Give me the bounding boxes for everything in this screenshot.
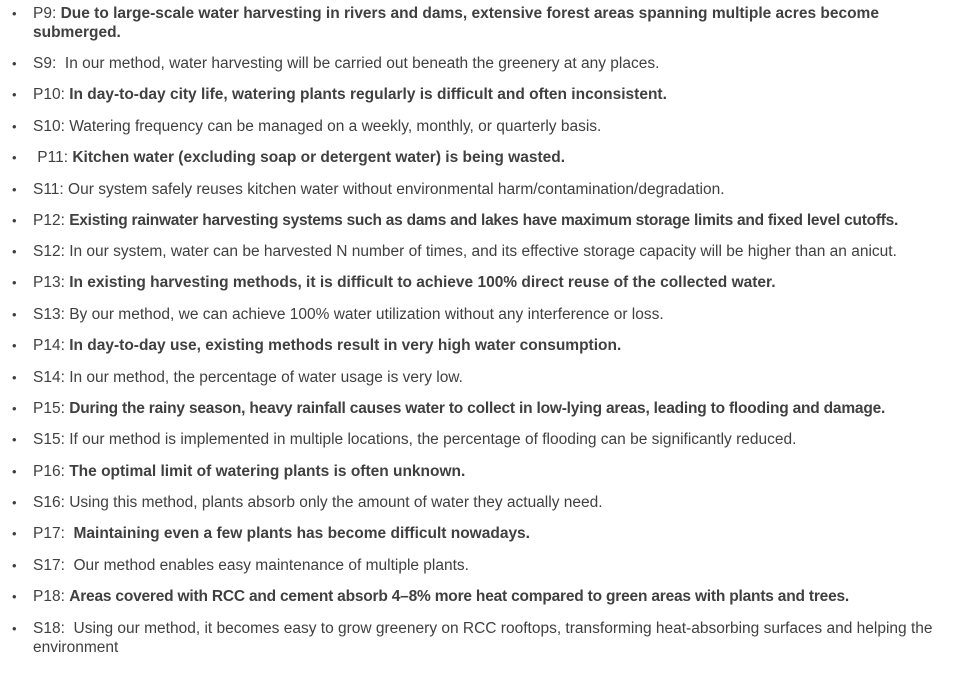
list-item-s16 <box>0 493 979 512</box>
item-text: In existing harvesting methods, it is difficult to achieve 100% direct reuse of the collected water. <box>69 274 776 292</box>
list-item-s13 <box>0 305 979 324</box>
list-item-p18 <box>0 587 979 606</box>
item-text: Kitchen water (excluding soap or detergent water) is being wasted. <box>72 149 566 167</box>
item-text: In day-to-day city life, watering plants regularly is difficult and often inconsistent. <box>69 86 667 104</box>
item-label: P11: <box>33 149 73 167</box>
item-text: Watering frequency can be managed on a weekly, monthly, or quarterly basis. <box>69 117 602 135</box>
list-item-p11 <box>0 148 979 167</box>
list-item-p17 <box>0 524 979 543</box>
bullet-icon: • <box>12 495 17 511</box>
list-item-s9 <box>0 54 979 73</box>
list-item-s17 <box>0 556 979 575</box>
item-text: Areas covered with RCC and cement absorb 4–8% more heat compared to green areas with plants and trees. <box>69 588 850 606</box>
bullet-icon: • <box>12 620 17 636</box>
list-item-p13 <box>0 273 979 292</box>
item-text: By our method, we can achieve 100% water utilization without any interference or loss. <box>69 305 664 323</box>
bullet-icon: • <box>12 87 17 103</box>
item-text: In day-to-day use, existing methods result in very high water consumption. <box>69 337 622 355</box>
item-label: S15: <box>33 431 70 449</box>
bullet-icon: • <box>12 306 17 322</box>
item-text: Maintaining even a few plants has become difficult nowadays. <box>73 525 530 543</box>
item-text: The optimal limit of watering plants is often unknown. <box>69 462 466 480</box>
bullet-icon: • <box>12 212 17 228</box>
list-item-p14 <box>0 336 979 355</box>
item-label: P17: <box>33 525 74 543</box>
bullet-icon: • <box>12 275 17 291</box>
item-label: S10: <box>33 117 70 135</box>
list-item-s10 <box>0 117 979 136</box>
item-text: If our method is implemented in multiple locations, the percentage of flooding can be significantly reduced. <box>69 431 797 449</box>
item-label: P15: <box>33 399 70 417</box>
bullet-icon: • <box>12 557 17 573</box>
item-text: In our system, water can be harvested N number of times, and its effective storage capacity will be higher than an anicut. <box>69 243 897 261</box>
item-label: S11: <box>33 180 69 198</box>
item-label: P10: <box>33 86 70 104</box>
bullet-icon: • <box>12 432 17 448</box>
list-item-p9 <box>0 4 979 42</box>
item-label: P16: <box>33 462 70 480</box>
item-text: In our method, the percentage of water usage is very low. <box>69 368 463 386</box>
list-item-s15 <box>0 430 979 449</box>
item-label: P9: <box>33 5 61 22</box>
item-label: P14: <box>33 337 70 355</box>
item-label: S18: <box>33 619 74 637</box>
bullet-icon: • <box>12 150 17 166</box>
item-text: Our system safely reuses kitchen water without environmental harm/contamination/degradation. <box>68 180 725 198</box>
item-text: Using this method, plants absorb only the amount of water they actually need. <box>69 494 603 512</box>
item-text: Existing rainwater harvesting systems such as dams and lakes have maximum storage limits and fixed level cutoffs. <box>69 211 899 229</box>
problem-solution-list <box>0 4 979 669</box>
item-text: During the rainy season, heavy rainfall causes water to collect in low-lying areas, leading to flooding and damage. <box>69 399 886 417</box>
bullet-icon: • <box>12 526 17 542</box>
list-item-s14 <box>0 368 979 387</box>
item-label: P18: <box>33 588 70 606</box>
item-label: S9: <box>33 55 65 72</box>
item-label: S16: <box>33 494 70 512</box>
item-label: S14: <box>33 368 70 386</box>
item-label: S17: <box>33 556 74 574</box>
list-item-s12 <box>0 242 979 261</box>
bullet-icon: • <box>12 589 17 605</box>
bullet-icon: • <box>12 369 17 385</box>
bullet-icon: • <box>12 56 17 71</box>
bullet-icon: • <box>12 244 17 260</box>
list-item-s18 <box>0 619 979 657</box>
bullet-icon: • <box>12 6 17 21</box>
item-label: S12: <box>33 243 70 261</box>
item-text: Our method enables easy maintenance of multiple plants. <box>73 556 469 574</box>
item-label: P12: <box>33 211 70 229</box>
item-text: In our method, water harvesting will be carried out beneath the greenery at any places. <box>64 55 660 72</box>
list-item-p15 <box>0 399 979 418</box>
list-item-p16 <box>0 462 979 481</box>
bullet-icon: • <box>12 463 17 479</box>
item-label: P13: <box>33 274 70 292</box>
bullet-icon: • <box>12 181 17 197</box>
item-label: S13: <box>33 305 70 323</box>
list-item-p10 <box>0 85 979 104</box>
list-item-s11 <box>0 180 979 199</box>
list-item-p12 <box>0 211 979 230</box>
bullet-icon: • <box>12 400 17 416</box>
bullet-icon: • <box>12 338 17 354</box>
item-text: Due to large-scale water harvesting in rivers and dams, extensive forest areas spanning multiple acres become submerged. <box>33 5 879 41</box>
item-text: Using our method, it becomes easy to grow greenery on RCC rooftops, transforming heat-absorbing surfaces and helping the environment <box>33 619 933 656</box>
bullet-icon: • <box>12 118 17 134</box>
